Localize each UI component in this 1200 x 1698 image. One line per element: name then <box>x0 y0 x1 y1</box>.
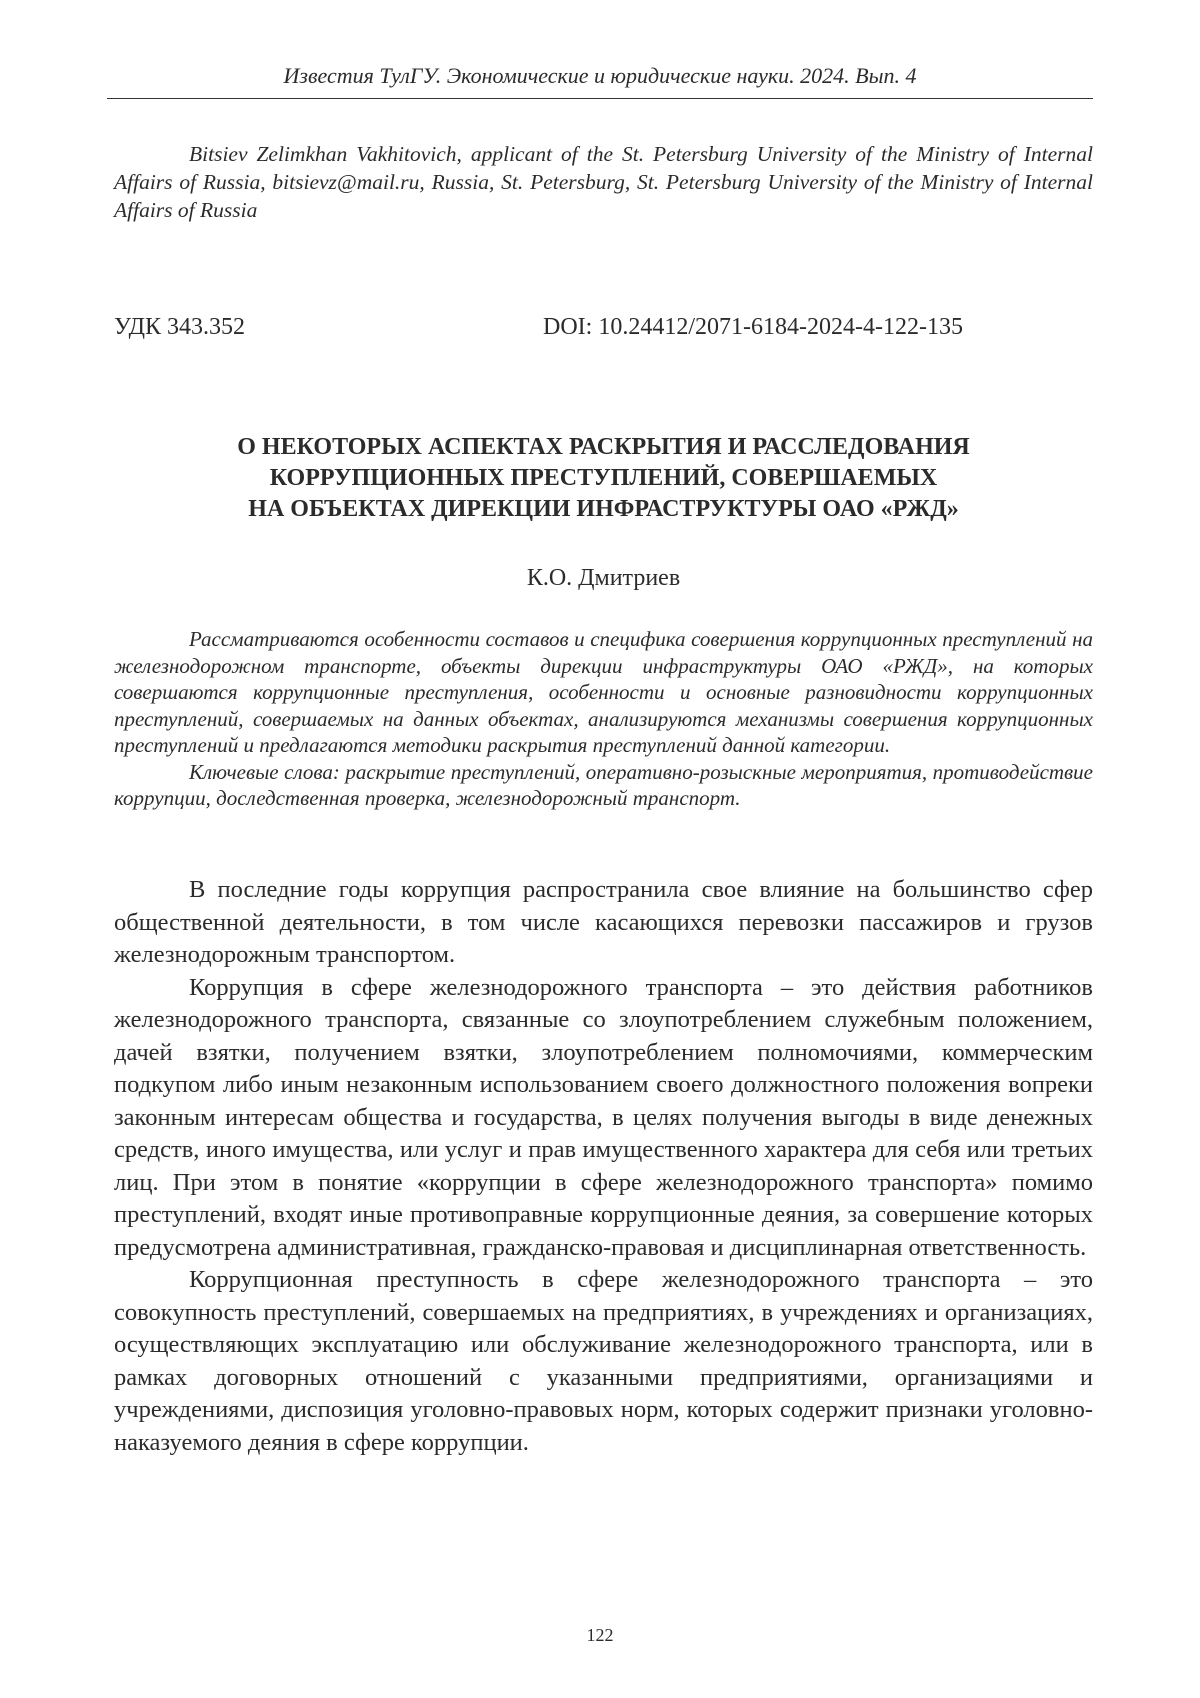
header-rule <box>107 98 1093 99</box>
udc-code: УДК 343.352 <box>114 314 245 340</box>
author-info-english: Bitsiev Zelimkhan Vakhitovich, applicant of the St. Petersburg University of the Ministry of Internal Affairs of Russia, bitsievz@mail.ru, Russia, St. Petersburg, St. Petersburg University of the Ministry of Internal Affairs of Russia <box>114 142 1093 222</box>
title-line: КОРРУПЦИОННЫХ ПРЕСТУПЛЕНИЙ, СОВЕРШАЕМЫХ <box>269 465 938 491</box>
page-number: 122 <box>586 1625 614 1645</box>
body-text <box>114 874 1093 1459</box>
doi: DOI: 10.24412/2071-6184-2024-4-122-135 <box>543 314 963 340</box>
title-line: О НЕКОТОРЫХ АСПЕКТАХ РАСКРЫТИЯ И РАССЛЕДОВАНИЯ <box>237 434 970 460</box>
keywords: Ключевые слова: раскрытие преступлений, оперативно-розыскные мероприятия, противодействие коррупции, доследственная проверка, железнодорожный транспорт. <box>114 759 1093 810</box>
title-line: НА ОБЪЕКТАХ ДИРЕКЦИИ ИНФРАСТРУКТУРЫ ОАО «РЖД» <box>248 496 959 522</box>
article-title <box>114 432 1093 525</box>
abstract <box>114 626 1093 812</box>
article-author: К.О. Дмитриев <box>526 565 681 591</box>
body-paragraph: Коррупция в сфере железнодорожного транспорта – это действия работников железнодорожного транспорта, связанные со злоупотреблением служебным положением, дачей взятки, получением взятки, злоупотреблением полномочиями, коммерческим подкупом либо иным незаконным использованием своего должностного положения вопреки законным интересам общества и государства, в целях получения выгоды в виде денежных средств, иного имущества, или услуг и прав имущественного характера для себя или третьих лиц. При этом в понятие «коррупции в сфере железнодорожного транспорта» помимо преступлений, входят иные противоправные коррупционные деяния, за совершение которых предусмотрена административная, гражданско-правовая и дисциплинарная ответственность. <box>114 973 1093 1261</box>
running-header: Известия ТулГУ. Экономические и юридические науки. 2024. Вып. 4 <box>283 63 917 88</box>
abstract-text: Рассматриваются особенности составов и специфика совершения коррупционных преступлений на железнодорожном транспорте, объекты дирекции инфраструктуры ОАО «РЖД», на которых совершаются коррупционные преступления, особенности и основные разновидности коррупционных преступлений, совершаемых на данных объектах, анализируются механизмы совершения коррупционных преступлений и предлагаются методики раскрытия преступлений данной категории. <box>114 627 1093 757</box>
body-paragraph: Коррупционная преступность в сфере железнодорожного транспорта – это совокупность преступлений, совершаемых на предприятиях, в учреждениях и организациях, осуществляющих эксплуатацию или обслуживание железнодорожного транспорта, или в рамках договорных отношений с указанными предприятиями, организациями и учреждениями, диспозиция уголовно-правовых норм, которых содержит признаки уголовно-наказуемого деяния в сфере коррупции. <box>114 1266 1093 1456</box>
body-paragraph: В последние годы коррупция распространила свое влияние на большинство сфер общественной деятельности, в том числе касающихся перевозки пассажиров и грузов железнодорожным транспортом. <box>114 876 1093 968</box>
